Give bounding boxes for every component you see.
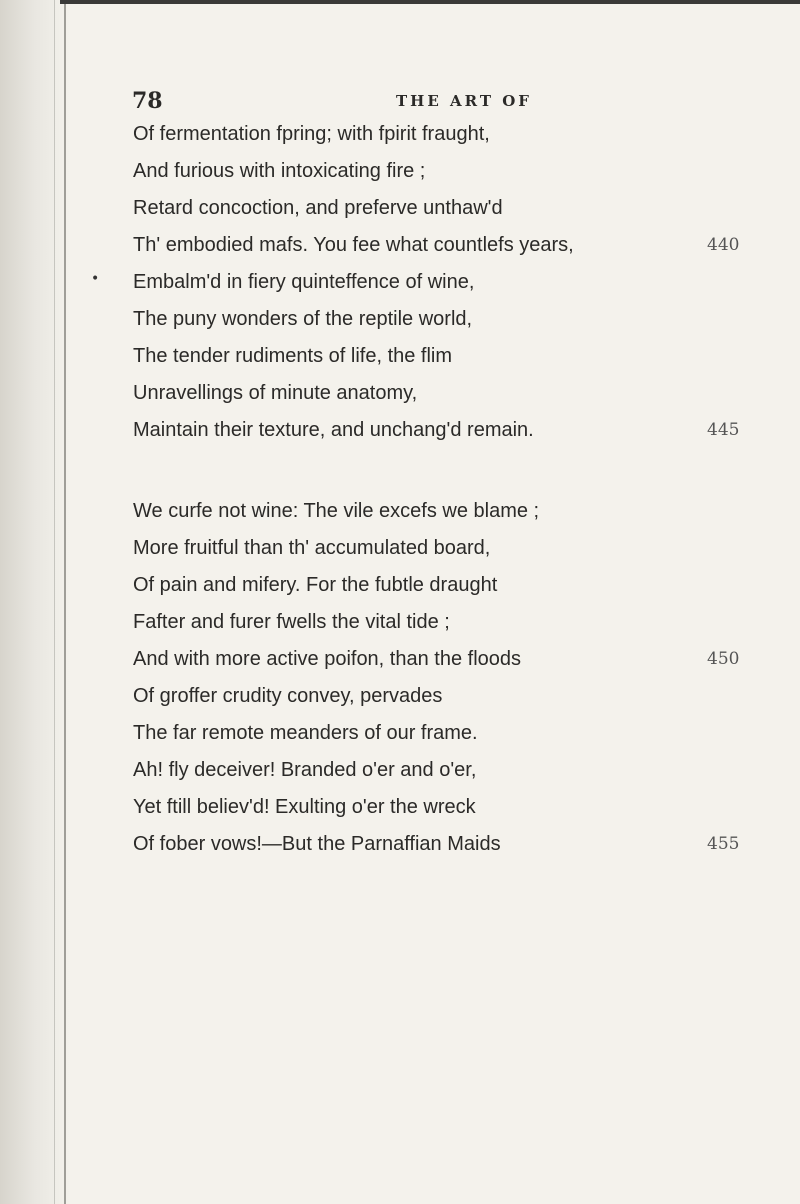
verse-text: Th' embodied mafs. You fee what countlefs years, (133, 234, 574, 256)
verse-line (133, 264, 733, 301)
verse-line (133, 412, 740, 449)
verse-line (133, 338, 733, 375)
verse-line (133, 116, 733, 153)
verse-text: More fruitful than th' accumulated board, (133, 537, 491, 559)
verse-text: Unravellings of minute anatomy, (133, 382, 418, 404)
verse-line (133, 678, 733, 715)
verse-line (133, 227, 740, 264)
verse-line (133, 789, 733, 826)
verse-line (133, 493, 733, 530)
verse-line (133, 153, 733, 190)
verse-text: Ah! fly deceiver! Branded o'er and o'er, (133, 759, 477, 781)
verse-text: Maintain their texture, and unchang'd remain. (133, 419, 534, 441)
verse-text: The puny wonders of the reptile world, (133, 308, 473, 330)
verse-text: Of groffer crudity convey, pervades (133, 685, 443, 707)
line-number: 440 (707, 235, 740, 255)
verse-text: And furious with intoxicating fire ; (133, 160, 426, 182)
line-number: 445 (707, 420, 740, 440)
verse-line (133, 604, 733, 641)
verse-line (133, 752, 733, 789)
verse-line (133, 530, 733, 567)
verse-line (133, 301, 733, 338)
verse-text: Retard concoction, and preferve unthaw'd (133, 197, 503, 219)
page-number: 78 (132, 88, 163, 114)
verse-text: Of fermentation fpring; with fpirit fraught, (133, 123, 490, 145)
line-number: 455 (707, 834, 740, 854)
running-head: THE ART OF (396, 92, 532, 110)
verse-text: Yet ftill believ'd! Exulting o'er the wreck (133, 796, 476, 818)
verse-line (133, 375, 733, 412)
page-gutter-shadow (0, 0, 70, 1204)
verse-line (133, 567, 733, 604)
line-number: 450 (707, 649, 740, 669)
verse-text: Embalm'd in fiery quinteffence of wine, (133, 271, 475, 293)
poem-body (133, 116, 740, 863)
verse-text: And with more active poifon, than the floods (133, 648, 522, 670)
verse-text: Of fober vows!—But the Parnaffian Maids (133, 833, 501, 855)
gutter-rule (64, 0, 66, 1204)
verse-line (133, 826, 740, 863)
verse-text: We curfe not wine: The vile excefs we blame ; (133, 500, 540, 522)
gutter-rule-inner (54, 0, 55, 1204)
page-header (132, 88, 692, 118)
stanza-1 (133, 116, 740, 449)
stanza-2 (133, 493, 740, 863)
verse-text: Of pain and mifery. For the fubtle draught (133, 574, 498, 596)
verse-line (133, 190, 733, 227)
verse-line (133, 715, 733, 752)
margin-dot: • (91, 271, 100, 287)
top-edge-rule (60, 0, 800, 4)
verse-line (133, 641, 740, 678)
verse-text: Fafter and furer fwells the vital tide ; (133, 611, 450, 633)
verse-text: The tender rudiments of life, the flim (133, 345, 453, 367)
verse-text: The far remote meanders of our frame. (133, 722, 478, 744)
